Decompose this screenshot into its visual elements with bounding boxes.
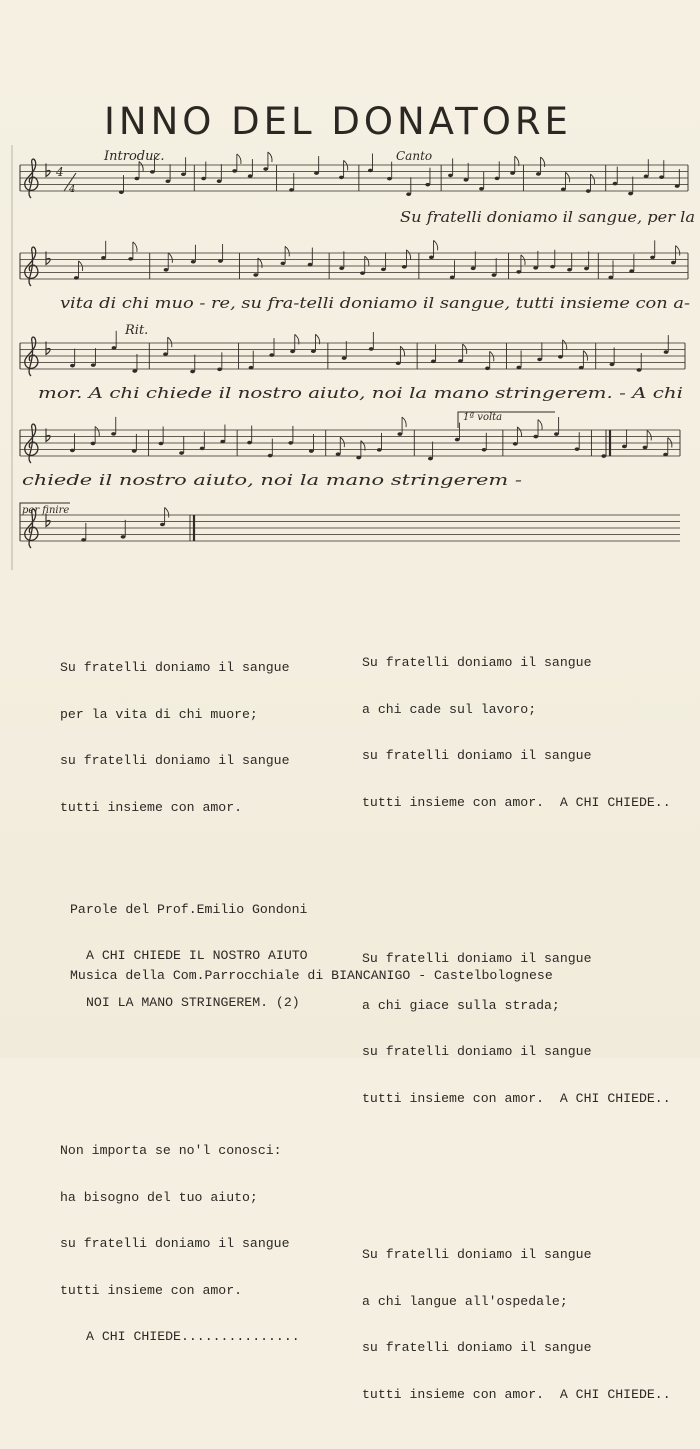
staff xyxy=(20,424,680,463)
lyric-line: tutti insieme con amor. A CHI CHIEDE.. xyxy=(362,794,671,810)
mark-canto: Canto xyxy=(396,149,433,163)
underlay-line-4: chiede il nostro aiuto, noi la mano stringerem - xyxy=(22,473,523,489)
mark-per-finire: per finire xyxy=(22,505,70,516)
credit-music: Musica della Com.Parrocchiale di BIANCANIGO - Castelbolognese xyxy=(70,968,553,983)
lyric-line: a chi giace sulla strada; xyxy=(362,997,560,1013)
staves xyxy=(12,145,691,570)
mark-prima-volta: 1ª volta xyxy=(463,412,503,423)
chorus-line: NOI LA MANO STRINGEREM. (2) xyxy=(86,994,300,1010)
chorus-line: A CHI CHIEDE IL NOSTRO AIUTO xyxy=(86,948,308,963)
lyric-line: ha bisogno del tuo aiuto; xyxy=(60,1189,258,1205)
lyrics-right-column xyxy=(362,593,671,1449)
lyric-line: tutti insieme con amor. xyxy=(60,1282,243,1298)
staff xyxy=(20,337,685,376)
mark-introduzione: Introduz. xyxy=(104,149,165,164)
note-heads xyxy=(70,417,672,461)
lyric-line: Su fratelli doniamo il sangue xyxy=(362,655,592,670)
lyric-line: su fratelli doniamo il sangue xyxy=(60,753,290,768)
lyric-line: tutti insieme con amor. A CHI CHIEDE.. xyxy=(362,1386,671,1402)
page-title: INNO DEL DONATORE xyxy=(104,100,572,143)
svg-text:4: 4 xyxy=(69,184,76,195)
credits xyxy=(70,855,553,1009)
lyric-line: Su fratelli doniamo il sangue xyxy=(362,951,592,966)
lyric-line: su fratelli doniamo il sangue xyxy=(60,1236,290,1251)
underlay-line-2: vita di chi muo - re, su fra-telli doniamo il sangue, tutti insieme con a- xyxy=(60,296,691,312)
lyric-line: Su fratelli doniamo il sangue xyxy=(60,660,290,675)
lyric-line: a chi cade sul lavoro; xyxy=(362,701,537,717)
note-heads xyxy=(81,508,169,542)
verse-5 xyxy=(362,1216,671,1433)
mark-rit: Rit. xyxy=(125,323,149,338)
lyric-line: su fratelli doniamo il sangue xyxy=(362,1340,592,1355)
lyric-line: a chi langue all'ospedale; xyxy=(362,1293,568,1309)
verse-2 xyxy=(60,1112,308,1376)
credit-words: Parole del Prof.Emilio Gondoni xyxy=(70,902,308,917)
underlay-line-3: mor. A chi chiede il nostro aiuto, noi la mano stringerem. - A chi xyxy=(38,386,683,402)
lyric-line: su fratelli doniamo il sangue xyxy=(362,1044,592,1059)
lyric-line: A CHI CHIEDE............... xyxy=(86,1329,300,1344)
lyric-line: Su fratelli doniamo il sangue xyxy=(362,1247,592,1262)
verse-3 xyxy=(362,624,671,841)
lyric-line: tutti insieme con amor. A CHI CHIEDE.. xyxy=(362,1090,671,1106)
lyric-line: su fratelli doniamo il sangue xyxy=(362,748,592,763)
note-heads xyxy=(70,331,668,373)
lyric-line: tutti insieme con amor. xyxy=(60,799,243,815)
lyric-line: Non importa se no'l conosci: xyxy=(60,1143,282,1158)
svg-text:4: 4 xyxy=(56,165,64,179)
music-score xyxy=(0,0,700,580)
note-heads xyxy=(74,240,680,279)
underlay-line-1: Su fratelli doniamo il sangue, per la xyxy=(400,210,695,226)
lyric-line: per la vita di chi muore; xyxy=(60,706,258,722)
verse-1 xyxy=(60,629,308,846)
staff xyxy=(20,509,680,548)
staff xyxy=(20,247,688,286)
